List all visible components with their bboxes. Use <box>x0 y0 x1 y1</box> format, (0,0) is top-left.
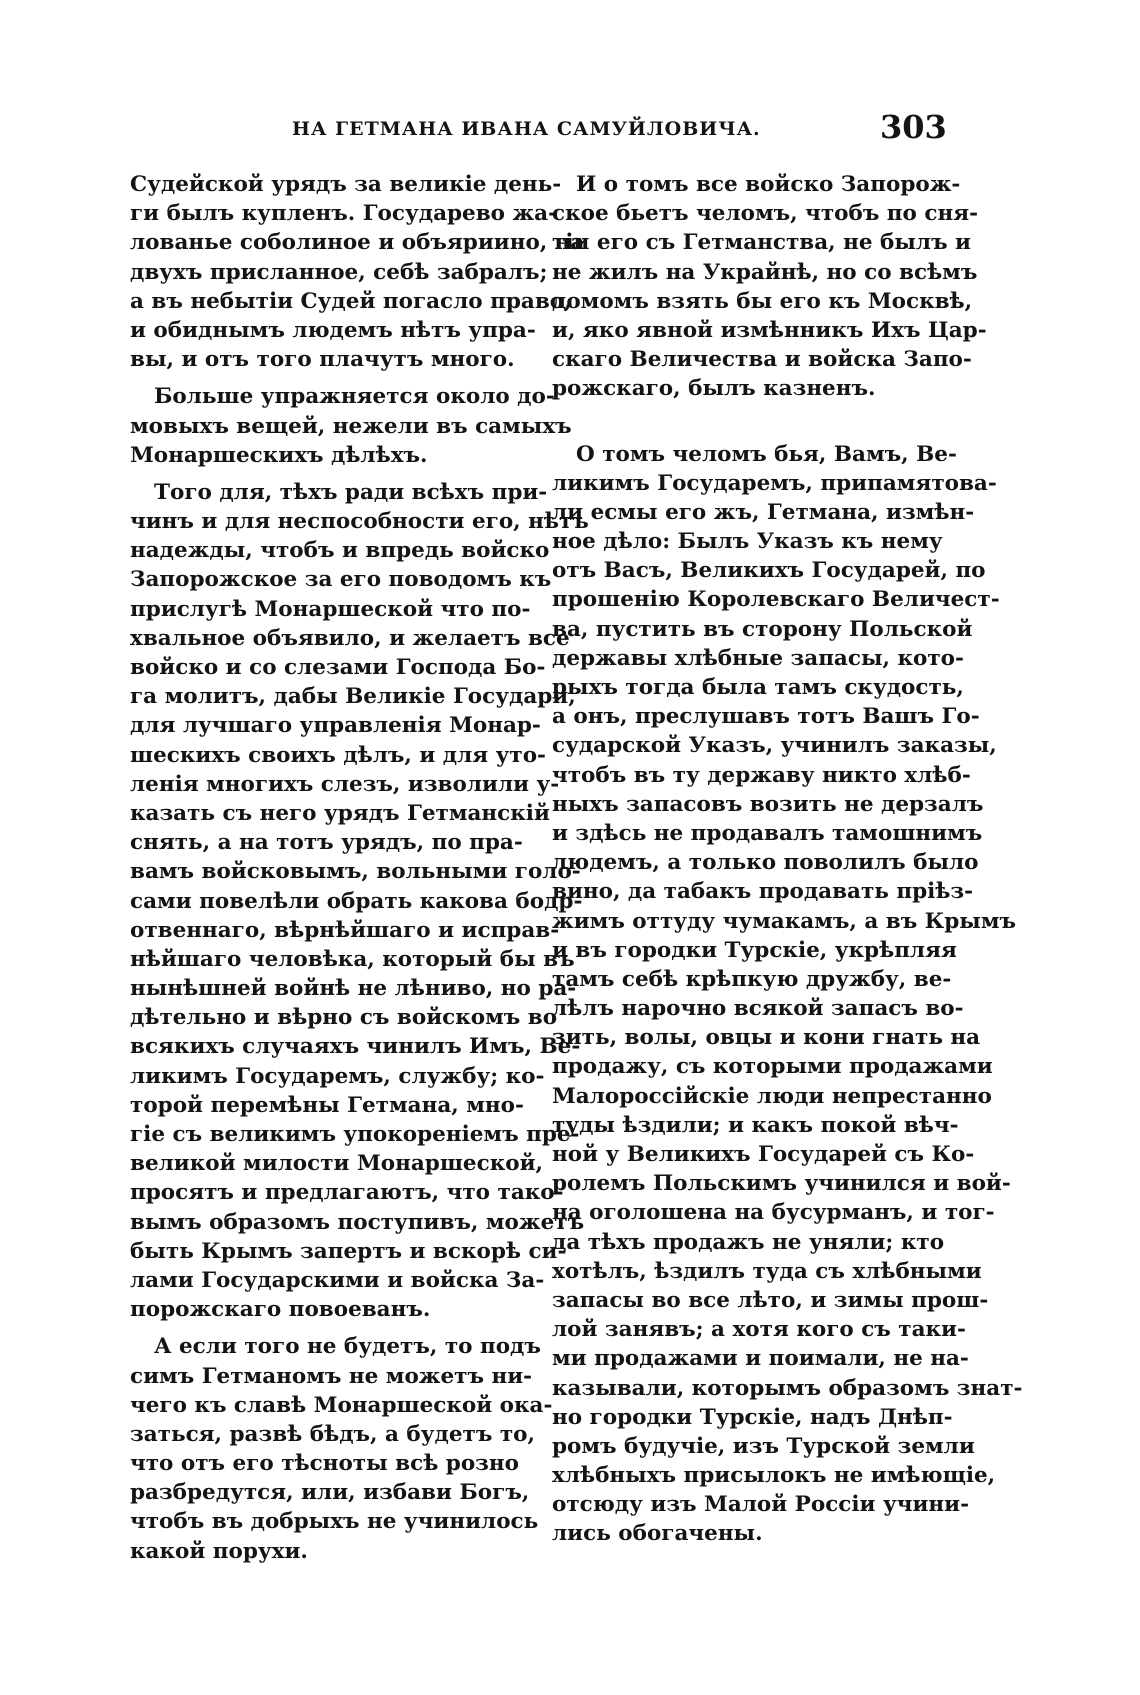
paragraph <box>130 170 585 374</box>
text-line: лѣлъ нарочно всякой запасъ во- <box>552 996 964 1022</box>
text-line: дѣтельно и вѣрно съ войскомъ во <box>130 1005 558 1031</box>
text-line: и, яко явной измѣнникъ Ихъ Цар- <box>552 317 987 343</box>
left-column <box>130 170 589 1566</box>
text-line: а въ небытіи Судей погасло право, <box>130 288 572 314</box>
page-number: 303 <box>880 108 947 146</box>
text-line: ной у Великихъ Государей съ Ко- <box>552 1142 975 1167</box>
paragraph <box>130 1332 553 1566</box>
text-line: лись обогачены. <box>552 1521 763 1547</box>
text-line: нынѣшней войнѣ не лѣниво, но ра- <box>130 976 577 1002</box>
text-line: лами Государскими и войска За- <box>130 1267 545 1293</box>
text-line: га молитъ, дабы Великіе Государи, <box>130 684 576 710</box>
paragraph <box>130 478 589 1324</box>
paragraph-gap <box>130 374 502 382</box>
text-line: снять, а на тотъ урядъ, по пра- <box>130 830 523 856</box>
text-line: для лучшаго управленія Монар- <box>130 713 541 739</box>
text-line: но городки Турскіе, надъ Днѣп- <box>552 1404 953 1430</box>
text-line: войско и со слезами Господа Бо- <box>130 655 546 680</box>
text-line: гіе съ великимъ упокореніемъ пре- <box>130 1122 580 1147</box>
text-line: отвеннаго, вѣрнѣйшаго и исправ- <box>130 917 560 943</box>
text-line: чего къ славѣ Монаршеской ока- <box>130 1392 553 1418</box>
text-line: жимъ оттуду чумакамъ, а въ Крымъ <box>552 908 1016 934</box>
text-line: великой милости Монаршеской, <box>130 1151 544 1177</box>
text-line: вамъ войсковымъ, вольными голо- <box>130 859 581 885</box>
text-line: чтобъ въ ту державу никто хлѣб- <box>552 762 971 788</box>
text-line: продажу, съ которыми продажами <box>552 1054 993 1080</box>
text-line: хлѣбныхъ присылокъ не имѣющіе, <box>552 1463 996 1489</box>
text-line: нѣйшаго человѣка, который бы въ <box>130 946 575 972</box>
text-line: О томъ челомъ бья, Вамъ, Ве- <box>576 441 957 467</box>
text-line: Запорожское за его поводомъ къ <box>130 567 552 593</box>
paragraph-gap <box>130 470 502 478</box>
text-line: державы хлѣбные запасы, кото- <box>552 645 964 671</box>
text-line: ное дѣло: Былъ Указъ къ нему <box>552 529 943 555</box>
text-line: лованье соболиное и объяриино, на <box>130 230 585 256</box>
text-line: ли есмы его жъ, Гетмана, измѣн- <box>552 499 975 525</box>
text-line: хвальное объявило, и желаетъ все <box>130 625 570 651</box>
text-line: людемъ, а только поволилъ было <box>552 850 979 876</box>
text-line: рожскаго, былъ казненъ. <box>552 376 876 402</box>
text-line: отъ Васъ, Великихъ Государей, по <box>552 558 986 584</box>
text-line: торой перемѣны Гетмана, мно- <box>130 1092 524 1118</box>
text-line: не жилъ на Украйнѣ, но со всѣмъ <box>552 259 978 285</box>
text-line: мовыхъ вещей, нежели въ самыхъ <box>130 413 572 439</box>
paragraph <box>552 440 1023 1549</box>
text-line: быть Крымъ запертъ и вскорѣ си- <box>130 1238 567 1264</box>
text-line: хотѣлъ, ѣздилъ туда съ хлѣбными <box>552 1258 982 1284</box>
text-line: и въ городки Турскіе, укрѣпляя <box>552 937 957 963</box>
text-line: порожскаго повоеванъ. <box>130 1297 431 1323</box>
text-line: надежды, чтобъ и впредь войско <box>130 538 550 564</box>
text-line: какой порухи. <box>130 1538 308 1564</box>
text-line: Монаршескихъ дѣлѣхъ. <box>130 442 428 468</box>
text-line: на оголошена на бусурманъ, и тог- <box>552 1200 995 1226</box>
text-line: просятъ и предлагаютъ, что тако- <box>130 1180 564 1206</box>
text-line: чтобъ въ добрыхъ не учинилось <box>130 1509 539 1535</box>
text-line: ныхъ запасовъ возить не дерзалъ <box>552 791 984 817</box>
paragraph-gap <box>552 404 932 440</box>
text-line: ролемъ Польскимъ учинился и вой- <box>552 1171 1011 1197</box>
paragraph <box>552 170 987 404</box>
text-line: тіи его съ Гетманства, не былъ и <box>552 230 971 256</box>
text-line: отсюду изъ Малой Россіи учини- <box>552 1492 970 1518</box>
text-line: И о томъ все войско Запорож- <box>576 172 961 197</box>
text-line: а онъ, преслушавъ тотъ Вашъ Го- <box>552 704 980 730</box>
text-line: ва, пустить въ сторону Польской <box>552 616 973 642</box>
paragraph-gap <box>130 1324 502 1332</box>
text-line: туды ѣздили; и какъ покой вѣч- <box>552 1112 959 1138</box>
text-line: прислугѣ Монаршеской что по- <box>130 596 531 622</box>
text-line: ленія многихъ слезъ, изволили у- <box>130 771 560 797</box>
text-line: А если того не будетъ, то подъ <box>154 1334 541 1360</box>
text-line: да тѣхъ продажъ не уняли; кто <box>552 1229 945 1255</box>
right-column <box>552 170 1023 1549</box>
text-line: сударской Указъ, учинилъ заказы, <box>552 733 997 759</box>
text-line: сами повелѣли обрать какова бодр- <box>130 888 583 914</box>
text-line: ское бьетъ челомъ, чтобъ по сня- <box>552 201 979 227</box>
text-line: запасы во все лѣто, и зимы прош- <box>552 1287 989 1313</box>
text-line: прошенію Королевскаго Величест- <box>552 587 1000 613</box>
text-line: Судейской урядъ за великіе день- <box>130 172 562 197</box>
text-line: ги былъ купленъ. Государево жа- <box>130 201 558 227</box>
text-line: ликимъ Государемъ, припамятова- <box>552 470 997 496</box>
text-line: ми продажами и поимали, не на- <box>552 1346 969 1372</box>
text-line: казывали, которымъ образомъ знат- <box>552 1375 1023 1401</box>
text-line: двухъ присланное, себѣ забралъ; <box>130 259 548 285</box>
text-line: Того для, тѣхъ ради всѣхъ при- <box>154 479 548 505</box>
text-line: казать съ него урядъ Гетманскій <box>130 800 550 826</box>
text-line: ромъ будучіе, изъ Турской земли <box>552 1433 975 1459</box>
text-line: тамъ себѣ крѣпкую дружбу, ве- <box>552 966 952 992</box>
text-line: вино, да табакъ продавать пріѣз- <box>552 879 974 905</box>
text-line: лой занявъ; а хотя кого съ таки- <box>552 1317 966 1343</box>
text-line: шескихъ своихъ дѣлъ, и для уто- <box>130 742 546 768</box>
text-line: и обиднымъ людемъ нѣтъ упра- <box>130 317 536 343</box>
text-line: и здѣсь не продавалъ тамошнимъ <box>552 820 983 846</box>
paragraph <box>130 382 572 470</box>
text-line: вымъ образомъ поступивъ, можетъ <box>130 1209 585 1235</box>
text-line: симъ Гетманомъ не можетъ ни- <box>130 1363 533 1389</box>
running-title: НА ГЕТМАНА ИВАНА САМУЙЛОВИЧА. <box>292 118 761 140</box>
text-line: всякихъ случаяхъ чинилъ Имъ, Ве- <box>130 1034 581 1060</box>
text-line: Больше упражняется около до- <box>154 384 555 410</box>
text-line: вы, и отъ того плачутъ много. <box>130 347 515 373</box>
text-line: чинъ и для неспособности его, нѣтъ <box>130 509 589 535</box>
text-line: что отъ его тѣсноты всѣ розно <box>130 1451 519 1477</box>
text-line: заться, развѣ бѣдъ, а будетъ то, <box>130 1421 535 1447</box>
text-line: ликимъ Государемъ, службу; ко- <box>130 1063 545 1089</box>
text-line: домомъ взять бы его къ Москвѣ, <box>552 288 973 314</box>
text-line: зить, волы, овцы и кони гнать на <box>552 1025 981 1051</box>
text-line: разбредутся, или, избави Богъ, <box>130 1480 530 1506</box>
text-line: скаго Величества и войска Запо- <box>552 347 972 373</box>
text-line: Малороссійскіе люди непрестанно <box>552 1083 992 1109</box>
text-line: рыхъ тогда была тамъ скудость, <box>552 675 964 700</box>
